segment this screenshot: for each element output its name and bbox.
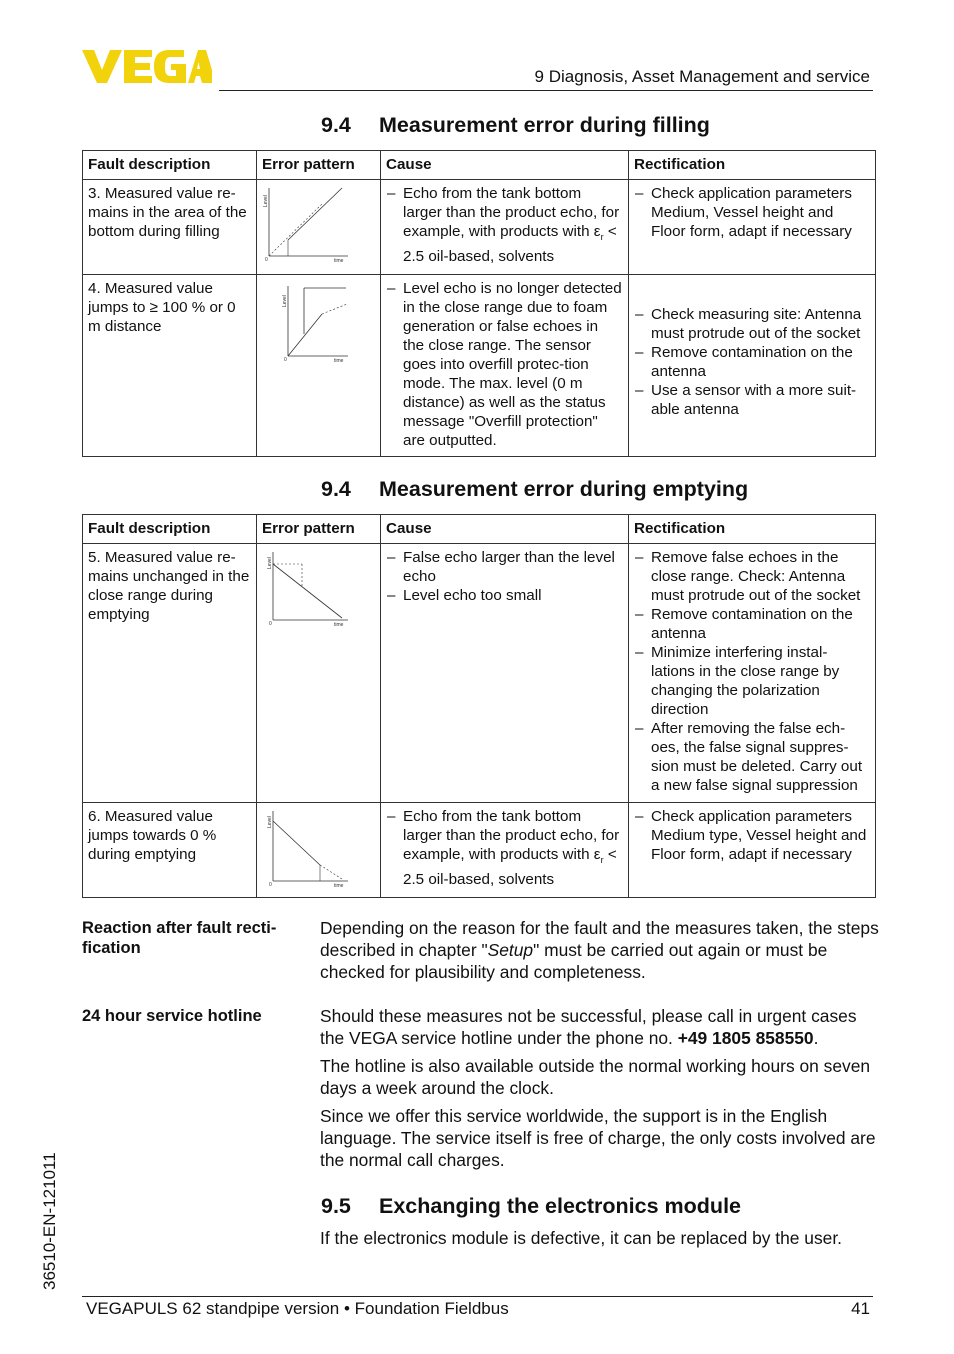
axis-origin: 0	[269, 882, 272, 887]
cause-item: – Echo from the tank bottom larger than the product echo, for example, with products with $\varepsilon_r < 2.5$ oil-based, solvents	[386, 184, 623, 266]
fault-description: 5. Measured value re-mains unchanged in the close range during emptying	[83, 544, 257, 803]
fault-description: 3. Measured value re-mains in the area of the bottom during filling	[83, 180, 257, 275]
error-pattern	[257, 803, 381, 898]
rect-cell	[629, 803, 876, 898]
section-number: 9.5	[321, 1194, 351, 1218]
rect-item: – Remove contamination on the antenna	[634, 605, 870, 643]
table-row	[83, 275, 876, 457]
rect-cell	[629, 544, 876, 803]
hotline-p3: Since we offer this service worldwide, the support is in the English language. The service itself is free of charge, the only costs involved are the normal call charges.	[320, 1106, 876, 1170]
rect-item: – Check application parameters Medium, Vessel height and Floor form, adapt if necessary	[634, 184, 870, 241]
axis-origin: 0	[269, 621, 272, 626]
table-header-row	[83, 151, 876, 180]
col-pattern: Error pattern	[257, 515, 381, 544]
axis-y-label: Level	[267, 557, 273, 569]
cause-cell	[381, 180, 629, 275]
footer-rule	[82, 1296, 873, 1297]
error-pattern	[257, 544, 381, 803]
error-pattern-chart-4	[262, 282, 352, 364]
section-95-heading	[321, 1194, 741, 1219]
axis-x-label: time	[334, 358, 344, 364]
rect-cell	[629, 275, 876, 457]
rect-item: – Minimize interfering instal-lations in the close range by changing the polarization direction	[634, 643, 870, 719]
section-title: Measurement error during filling	[379, 113, 710, 137]
axis-y-label: Level	[267, 816, 273, 828]
hotline-phone: +49 1805 858550	[677, 1028, 814, 1048]
error-pattern	[257, 275, 381, 457]
col-fault: Fault description	[83, 515, 257, 544]
section-emptying-heading	[321, 477, 748, 502]
cause-cell	[381, 803, 629, 898]
axis-y-label: Level	[263, 195, 269, 207]
rect-item: – Remove false echoes in the close range. Check: Antenna must protrude out of the socket	[634, 548, 870, 605]
reaction-text: Depending on the reason for the fault and the measures taken, the steps described in chapter "Setup" must be carried out again or must be checked for plausibility and completeness.	[320, 918, 879, 982]
reaction-label: Reaction after fault recti-fication	[82, 919, 277, 957]
emptying-table	[82, 514, 876, 898]
section-number: 9.4	[321, 477, 351, 501]
rect-item: – Remove contamination on the antenna	[634, 343, 870, 381]
rect-item: – Use a sensor with a more suit-able antenna	[634, 381, 870, 419]
vega-logo	[82, 50, 212, 89]
section-number: 9.4	[321, 113, 351, 137]
axis-y-label: Level	[282, 295, 288, 307]
table-row	[83, 803, 876, 898]
cause-item: – Level echo too small	[386, 586, 623, 605]
col-cause: Cause	[381, 515, 629, 544]
col-pattern: Error pattern	[257, 151, 381, 180]
error-pattern	[257, 180, 381, 275]
axis-x-label: time	[334, 258, 344, 262]
hotline-label: 24 hour service hotline	[82, 1007, 262, 1025]
cause-item: – False echo larger than the level echo	[386, 548, 623, 586]
footer-product: VEGAPULS 62 standpipe version • Foundation Fieldbus	[86, 1299, 509, 1318]
fault-description: 4. Measured value jumps to ≥ 100 % or 0 m distance	[83, 275, 257, 457]
table-header-row	[83, 515, 876, 544]
section-filling-heading	[321, 113, 710, 138]
cause-cell	[381, 275, 629, 457]
section-title: Exchanging the electronics module	[379, 1194, 741, 1218]
cause-item: – Echo from the tank bottom larger than the product echo, for example, with products with $\varepsilon_r < 2.5$ oil-based, solvents	[386, 807, 623, 889]
rect-item: – Check measuring site: Antenna must protrude out of the socket	[634, 305, 870, 343]
error-pattern-chart-6	[262, 807, 352, 887]
document-id: 36510-EN-121011	[40, 1152, 59, 1290]
axis-origin: 0	[265, 257, 268, 262]
col-fault: Fault description	[83, 151, 257, 180]
rect-item: – Check application parameters Medium type, Vessel height and Floor form, adapt if necessary	[634, 807, 870, 864]
chapter-header: 9 Diagnosis, Asset Management and service	[534, 67, 870, 86]
axis-origin: 0	[284, 357, 287, 363]
error-pattern-chart-5	[262, 548, 352, 626]
col-cause: Cause	[381, 151, 629, 180]
cause-item: – Level echo is no longer detected in the close range due to foam generation or false echoes in the close range. The sensor goes into overfill protec-tion mode. The max. level (0 m distance) as well as the status message "Overfill protection" are outputted.	[386, 279, 623, 450]
error-pattern-chart-3	[262, 184, 352, 262]
filling-table	[82, 150, 876, 457]
col-rect: Rectification	[629, 151, 876, 180]
rect-cell	[629, 180, 876, 275]
table-row	[83, 544, 876, 803]
axis-x-label: time	[334, 622, 344, 626]
col-rect: Rectification	[629, 515, 876, 544]
axis-x-label: time	[334, 883, 344, 887]
header-rule	[219, 90, 873, 91]
rect-item: – After removing the false ech-oes, the false signal suppres-sion must be deleted. Carry out a new false signal suppression	[634, 719, 870, 795]
page-number: 41	[851, 1299, 870, 1318]
section-title: Measurement error during emptying	[379, 477, 749, 501]
hotline-p2: The hotline is also available outside the normal working hours on seven days a week around the clock.	[320, 1056, 871, 1098]
section-95-text: If the electronics module is defective, it can be replaced by the user.	[320, 1228, 843, 1248]
cause-cell	[381, 544, 629, 803]
hotline-p1: Should these measures not be successful, please call in urgent cases the VEGA service hotline under the phone no. +49 1805 858550.	[320, 1006, 857, 1048]
table-row	[83, 180, 876, 275]
fault-description: 6. Measured value jumps towards 0 % during emptying	[83, 803, 257, 898]
